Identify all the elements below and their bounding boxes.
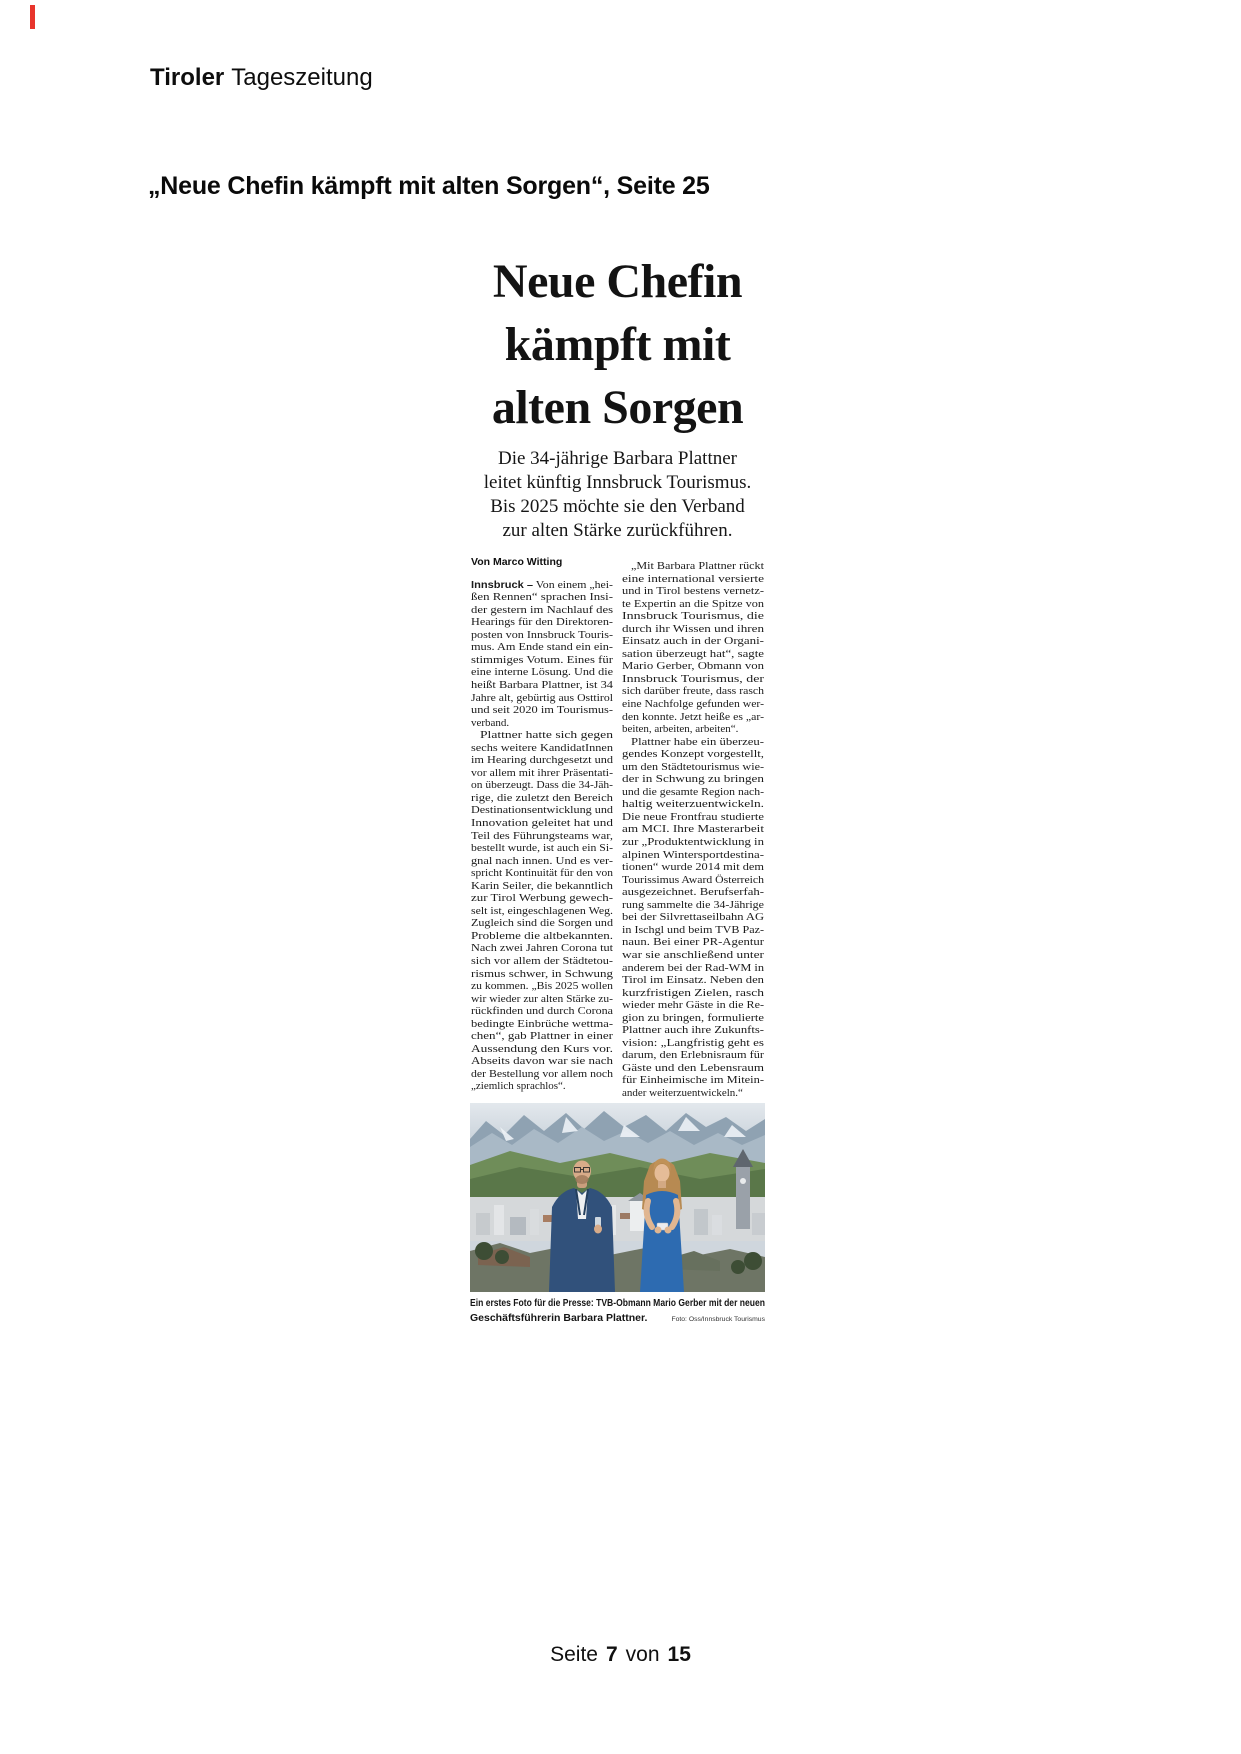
article-text-line: haltig weiterzuentwickeln. (622, 798, 764, 811)
article-text-line: Aussendung den Kurs vor. (471, 1042, 613, 1055)
article-text-line: Probleme die altbekannten. (471, 929, 614, 942)
article-text-line: rung sammelte die 34-Jährige (622, 898, 764, 911)
article-text-line: rückfinden und durch Corona (471, 1005, 614, 1018)
article-text-line: zu kommen. „Bis 2025 wollen (471, 980, 613, 993)
article-text-line: den konnte. Jetzt heiße es „ar- (622, 710, 765, 723)
masthead (150, 64, 373, 92)
article-text-line: Mario Gerber, Obmann von (622, 660, 764, 673)
subhead-line: leitet künftig Innsbruck Tourismus. (483, 472, 752, 493)
article-photo (470, 1103, 765, 1292)
article-text-line: selt ist, eingeschlagenen Weg. (471, 904, 613, 917)
subhead-line: zur alten Stärke zurückführen. (502, 520, 733, 541)
article-text-line: naun. Bei einer PR-Agentur (622, 936, 764, 949)
article-text-line: Innovation geleitet hat und (471, 816, 614, 829)
article-text-line: für Einheimische im Mitein- (622, 1074, 764, 1087)
article-text-line: Teil des Führungsteams war, (471, 829, 614, 842)
headline-line: alten Sorgen (491, 381, 744, 434)
article-text-line: und seit 2020 im Tourismus- (471, 704, 613, 717)
article-text-line: mus. Am Ende stand ein ein- (471, 641, 614, 654)
article-text-line: der gestern im Nachlauf des (471, 603, 614, 616)
article-text-line: te Expertin an die Spitze von (622, 597, 765, 610)
article-text-line: Jahre alt, gebürtig aus Osttirol (471, 691, 613, 704)
article-text-line: Plattner hatte sich gegen (480, 729, 613, 742)
article-text-line: posten von Innsbruck Touris- (471, 628, 613, 641)
page-footer (0, 1643, 1241, 1667)
article-text-line: der Bestellung vor allem noch (471, 1067, 614, 1080)
article-text-line: Abseits davon war sie nach (471, 1055, 613, 1068)
document-title: „Neue Chefin kämpft mit alten Sorgen“, Seite 25 (148, 172, 710, 200)
article-text-line: heißt Barbara Plattner, ist 34 (471, 678, 614, 691)
masthead-brand-light: Tageszeitung (231, 64, 373, 91)
article-text-line: war sie anschließend unter (622, 948, 764, 961)
article-headline (470, 250, 765, 439)
footer-separator: von (625, 1643, 660, 1666)
article-text-line: ßen Rennen“ sprachen Insi- (471, 591, 613, 604)
article-text-line: und die gesamte Region nach- (622, 785, 765, 798)
article-text-line: on überzeugt. Dass die 34-Jäh- (471, 779, 614, 792)
article-text-line: um den Städtetourismus wie- (622, 760, 765, 773)
article-text-line: wir wieder zur alten Stärke zu- (471, 992, 613, 1005)
article-text-line: Innsbruck – Von einem „hei- (471, 578, 613, 591)
article-text-line: eine interne Lösung. Und die (471, 666, 614, 679)
photo-illustration (470, 1103, 765, 1292)
article-text-line: Zugleich sind die Sorgen und (471, 917, 613, 930)
article-text-line: sich vor allem der Städtetou- (471, 955, 613, 967)
article-text-line: gendes Konzept vorgestellt, (622, 748, 764, 761)
article-subhead (470, 447, 765, 543)
article-text-line: Destinationsentwicklung und (471, 804, 614, 817)
article-text-line: beiten, arbeiten, arbeiten“. (622, 723, 739, 736)
article-text-line: gnal nach innen. Und es ver- (471, 854, 614, 867)
article-text-line: darum, den Erlebnisraum für (622, 1049, 764, 1062)
article-text-line: tionen“ wurde 2014 mit dem (622, 861, 765, 874)
article-column-right (622, 560, 764, 1100)
article-text-line: chen“, gab Plattner in einer (471, 1030, 614, 1043)
article-text-line: spricht Kontinuität für den von (471, 867, 614, 880)
article-text-line: eine international versierte (622, 572, 765, 585)
article-text-line: Die neue Frontfrau studierte (622, 810, 764, 823)
article-text-line: sechs weitere KandidatInnen (471, 741, 614, 754)
article-text-line: anderem bei der Rad-WM in (622, 961, 764, 974)
byline: Von Marco Witting (471, 556, 563, 568)
subhead-line: Die 34-jährige Barbara Plattner (498, 448, 737, 469)
article-text-line: rige, die zuletzt den Bereich (471, 791, 613, 804)
caption-line (470, 1311, 765, 1326)
article-text-line: Nach zwei Jahren Corona tut (471, 942, 614, 955)
article-text-line: der in Schwung zu bringen (622, 773, 765, 786)
article-text-line: gion zu bringen, formulierte (622, 1011, 765, 1024)
article-text-line: Plattner auch ihre Zukunfts- (622, 1024, 765, 1037)
photo-credit: Foto: Oss/Innsbruck Tourismus (671, 1316, 765, 1323)
photo-caption (470, 1296, 765, 1326)
article-text-line: verband. (471, 716, 510, 729)
article-text-line: zur „Produktentwicklung in (622, 836, 764, 849)
article-text-line: vision: „Langfristig geht es (622, 1036, 764, 1049)
article-text-line: Tirol im Einsatz. Neben den (622, 974, 765, 987)
article-text-line: bestellt wurde, ist auch ein Si- (471, 842, 613, 855)
article-text-line: ausgezeichnet. Berufserfah- (622, 886, 764, 899)
article-text-line: kurzfristigen Zielen, rasch (622, 986, 764, 999)
article-text-line: sation überzeugt hat“, sagte (622, 647, 765, 660)
article-text-line: sich darüber freute, dass rasch (622, 685, 765, 698)
subhead-line: Bis 2025 möchte sie den Verband (490, 496, 745, 517)
article-text-line: Tourissimus Award Österreich (622, 873, 764, 886)
footer-current-page: 7 (605, 1643, 618, 1666)
article-text-line: Einsatz auch in der Organi- (622, 635, 764, 648)
article-text-line: Plattner habe ein überzeu- (631, 735, 764, 748)
article-text-line: und in Tirol bestens vernetz- (622, 585, 765, 598)
article-text-line: Innsbruck Tourismus, die (622, 610, 764, 623)
article-text-line: wieder mehr Gäste in die Re- (622, 999, 764, 1012)
red-corner-mark (30, 5, 35, 29)
caption-text: Ein erstes Foto für die Presse: TVB-Obmann Mario Gerber mit der neuen (470, 1297, 766, 1309)
article-text-line: bedingte Einbrüche wettma- (471, 1017, 613, 1030)
masthead-brand-bold: Tiroler (150, 64, 225, 91)
article-text-line: in Ischgl und beim TVB Paz- (622, 923, 764, 936)
article-text-line: „Mit Barbara Plattner rückt (631, 560, 764, 572)
article-text-line: durch ihr Wissen und ihren (622, 622, 765, 635)
article-text-line: rismus schwer, in Schwung (471, 967, 613, 980)
article-text-line: zur Tirol Werbung gewech- (471, 892, 614, 905)
article-body (471, 556, 764, 1100)
footer-label: Seite (550, 1643, 598, 1666)
article-text-line: Karin Seiler, die bekanntlich (471, 879, 613, 892)
article-text-line: stimmiges Votum. Eines für (471, 653, 614, 666)
headline-line: Neue Chefin (492, 255, 743, 308)
article-text-line: im Hearing durchgesetzt und (471, 754, 614, 767)
article-text-line: alpinen Wintersportdestina- (622, 848, 765, 861)
caption-text: Geschäftsführerin Barbara Plattner. (470, 1312, 648, 1324)
article-text-line: Gäste und den Lebensraum (622, 1061, 765, 1074)
article-text-line: „ziemlich sprachlos“. (471, 1080, 566, 1093)
article-column-left (471, 556, 613, 1100)
caption-line (470, 1296, 765, 1311)
footer-total-pages: 15 (667, 1643, 691, 1666)
article-text-line: Innsbruck Tourismus, der (622, 672, 764, 685)
article-text-line: Hearings für den Direktoren- (471, 616, 613, 629)
article-text-line: eine Nachfolge gefunden wer- (622, 698, 765, 711)
article-text-line: vor allem mit ihrer Präsentati- (471, 766, 614, 779)
article-text-line: bei der Silvrettaseilbahn AG (622, 911, 764, 924)
article-text-line: ander weiterzuentwickeln.“ (622, 1086, 743, 1099)
headline-line: kämpft mit (504, 318, 731, 371)
article-text-line: am MCI. Ihre Masterarbeit (622, 823, 765, 836)
